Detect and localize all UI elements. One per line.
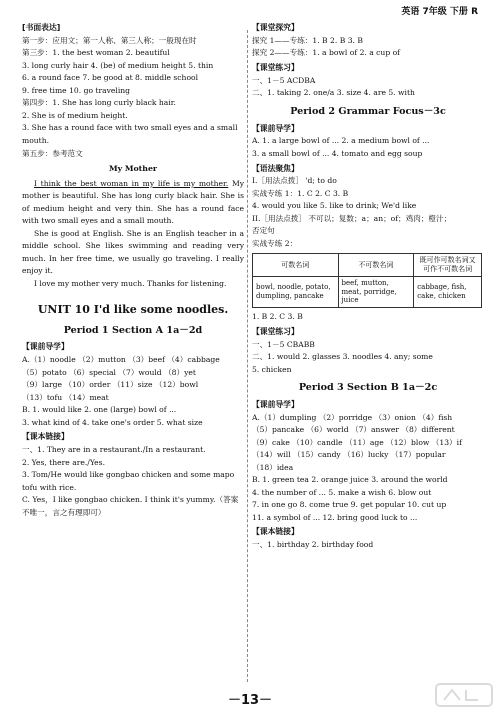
page-number: －13－ <box>227 693 273 708</box>
table-header-cell: 不可数名词 <box>338 254 414 277</box>
paragraph-text: My mother is beautiful. She has long curly black hair. She is of medium height and very thin. She has a round face with two small eyes and a small mouth. <box>22 178 244 226</box>
essay-paragraph <box>22 228 244 278</box>
right-column <box>252 20 484 684</box>
answer-line: A.（1）noodle （2）mutton （3）beef （4）cabbage <box>22 355 220 365</box>
answer-line: 一、1－5 CBABB <box>252 339 315 349</box>
answer-line: 二、1. taking 2. one/a 3. size 4. are 5. with <box>252 88 415 98</box>
answer-line: （18）idea <box>252 462 294 472</box>
section-label: 【课堂探究】 <box>252 23 299 32</box>
answer-line: 3. a small bowl of ... 4. tomato and egg soup <box>252 148 423 158</box>
answer-line: 不唯一，言之有理即可） <box>22 507 106 517</box>
section-label: 【课本链接】 <box>22 432 69 442</box>
paragraph-text: I love my mother very much. Thanks for listening. <box>34 279 227 288</box>
period-title: Period 1 Section A 1a－2d <box>63 324 203 336</box>
answer-line: mouth. <box>22 135 50 145</box>
left-column <box>22 20 244 684</box>
answer-line: 实战专练 1：1. C 2. C 3. B <box>252 188 349 198</box>
watermark-logo-icon <box>434 680 494 710</box>
answer-line: 4. would you like 5. like to drink; We'd like <box>252 201 417 211</box>
answer-line: 实战专练 2： <box>252 238 298 248</box>
table-header-row <box>253 254 482 277</box>
answer-line: 6. a round face 7. be good at 8. middle school <box>22 73 199 83</box>
answer-line: （13）tofu （14）meat <box>22 392 109 402</box>
answer-line: B. 1. would like 2. one (large) bowl of ... <box>22 405 177 415</box>
answer-line: 2. She is of medium height. <box>22 110 128 120</box>
section-label: 【课前导学】 <box>252 399 299 409</box>
answer-line: 2. Yes, there are./Yes. <box>22 457 105 467</box>
answer-line: 第五步：参考范文 <box>22 148 83 158</box>
table-header-cell: 可数名词 <box>253 254 339 277</box>
section-label: 【课本链接】 <box>252 527 299 537</box>
answer-line: tofu with rice. <box>22 482 77 492</box>
answer-line: 11. a symbol of ... 12. bring good luck to ... <box>252 512 418 522</box>
unit-title: UNIT 10 I'd like some noodles. <box>37 302 229 316</box>
essay-paragraph <box>22 278 244 291</box>
answer-line: 一、1－5 ACDBA <box>252 75 316 85</box>
answer-line: 7. in one go 8. come true 9. get popular 10. cut up <box>252 500 447 510</box>
period-title: Period 3 Section B 1a－2c <box>298 382 438 394</box>
answer-line: 5. chicken <box>252 364 292 374</box>
answer-line: （9）large （10）order （11）size （12）bowl <box>22 380 199 390</box>
answer-line: 否定句 <box>252 226 275 236</box>
section-label: 【语法聚焦】 <box>252 163 299 173</box>
answer-line: 探究 2——专练：1. a bowl of 2. a cup of <box>252 48 400 58</box>
answer-line: 3. what kind of 4. take one's order 5. what size <box>22 417 203 427</box>
answer-line: 探究 1——专练：1. B 2. B 3. B <box>252 35 363 45</box>
noun-classification-table <box>252 253 482 308</box>
answer-line: （5）potato （6）special （7）would （8）yet <box>22 367 196 377</box>
section-label: 【课前导学】 <box>252 123 299 133</box>
answer-line: 3. long curly hair 4. (be) of medium height 5. thin <box>22 60 214 70</box>
section-label: [书面表达] <box>22 23 61 32</box>
table-cell: cabbage, fish, cake, chicken <box>414 276 482 307</box>
answer-line: A. 1. a large bowl of ... 2. a medium bowl of ... <box>252 136 430 146</box>
answer-line: 第一步：应用文；第一人称、第三人称；一般现在时 <box>22 35 197 45</box>
answer-line: 第三步：1. the best woman 2. beautiful <box>22 48 170 58</box>
answer-line: 1. B 2. C 3. B <box>252 312 303 322</box>
answer-line: 一、1. birthday 2. birthday food <box>252 540 374 550</box>
paragraph-text: She is good at English. She is an English teacher in a middle school. She likes swimming and reading very much. In her free time, we usually go traveling. I really enjoy it. <box>22 228 244 276</box>
underlined-sentence: I think the best woman in my life is my mother. <box>34 178 229 188</box>
answer-line: 4. the number of ... 5. make a wish 6. blow out <box>252 487 432 497</box>
answer-line: 一、1. They are in a restaurant./In a restaurant. <box>22 445 206 455</box>
page-header: 英语 7年级 下册 R <box>401 7 478 17</box>
answer-line: 9. free time 10. go traveling <box>22 85 131 95</box>
answer-line: 二、1. would 2. glasses 3. noodles 4. any; some <box>252 352 433 362</box>
answer-line: 第四步：1. She has long curly black hair. <box>22 98 176 108</box>
section-label: 【课堂练习】 <box>252 62 299 72</box>
answer-line: 3. Tom/He would like gongbao chicken and some mapo <box>22 470 235 480</box>
column-divider <box>247 30 248 682</box>
answer-line: I.［用法点拨］ 'd; to do <box>252 176 337 186</box>
answer-line: （14）will （15）candy （16）lucky （17）popular <box>252 450 446 460</box>
period-title: Period 2 Grammar Focus－3c <box>290 105 446 117</box>
table-row <box>253 276 482 307</box>
essay-title: My Mother <box>108 164 158 174</box>
answer-line: B. 1. green tea 2. orange juice 3. around the world <box>252 475 448 485</box>
table-cell: bowl, noodle, potato, dumpling, pancake <box>253 276 339 307</box>
section-label: 【课前导学】 <box>22 342 69 352</box>
essay-paragraph <box>22 178 244 228</box>
answer-line: C. Yes，I like gongbao chicken. I think it's yummy.（答案 <box>22 495 239 505</box>
answer-line: II.［用法点拨］ 不可以；复数；a；an；of；鸡肉；橙汁； <box>252 213 452 223</box>
section-label: 【课堂练习】 <box>252 326 299 336</box>
table-header-cell: 既可作可数名词又可作不可数名词 <box>414 254 482 277</box>
answer-line: （9）cake （10）candle （11）age （12）blow （13）if <box>252 437 462 447</box>
table-cell: beef, mutton, meat, porridge, juice <box>338 276 414 307</box>
answer-line: A.（1）dumpling （2）porridge （3）onion （4）fish <box>252 412 453 422</box>
answer-line: （5）pancake （6）world （7）answer （8）different <box>252 425 455 435</box>
answer-line: 3. She has a round face with two small eyes and a small <box>22 123 238 133</box>
